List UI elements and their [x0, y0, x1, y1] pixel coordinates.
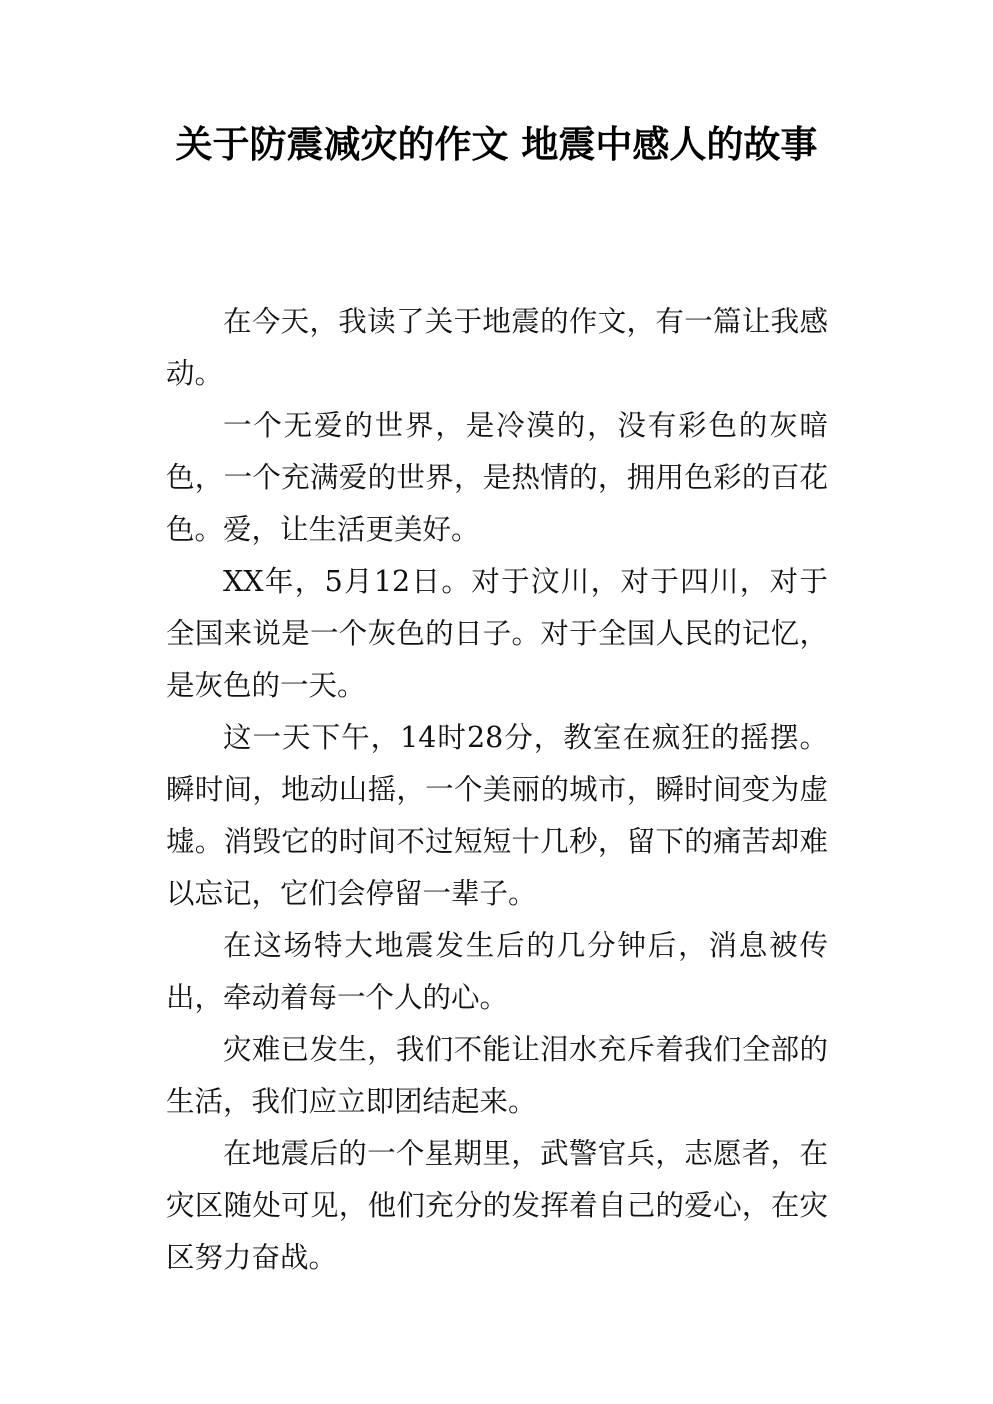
document-body	[166, 296, 828, 1284]
document-title: 关于防震减灾的作文 地震中感人的故事	[175, 123, 818, 166]
paragraph-5: 在这场特大地震发生后的几分钟后，消息被传出，牵动着每一个人的心。	[166, 929, 828, 1014]
paragraph-6: 灾难已发生，我们不能让泪水充斥着我们全部的生活，我们应立即团结起来。	[166, 1033, 828, 1118]
paragraph-2: 一个无爱的世界，是冷漠的，没有彩色的灰暗色，一个充满爱的世界，是热情的，拥用色彩的百花色。爱，让生活更美好。	[166, 409, 828, 546]
paragraph-7: 在地震后的一个星期里，武警官兵，志愿者，在灾区随处可见，他们充分的发挥着自己的爱心，在灾区努力奋战。	[166, 1137, 828, 1274]
paragraph-1: 在今天，我读了关于地震的作文，有一篇让我感动。	[166, 305, 828, 390]
paragraph-4: 这一天下午，14时28分，教室在疯狂的摇摆。瞬时间，地动山摇，一个美丽的城市，瞬时间变为虚墟。消毁它的时间不过短短十几秒，留下的痛苦却难以忘记，它们会停留一辈子。	[166, 721, 828, 910]
paragraph-3: XX年，5月12日。对于汶川，对于四川，对于全国来说是一个灰色的日子。对于全国人民的记忆，是灰色的一天。	[166, 565, 828, 702]
